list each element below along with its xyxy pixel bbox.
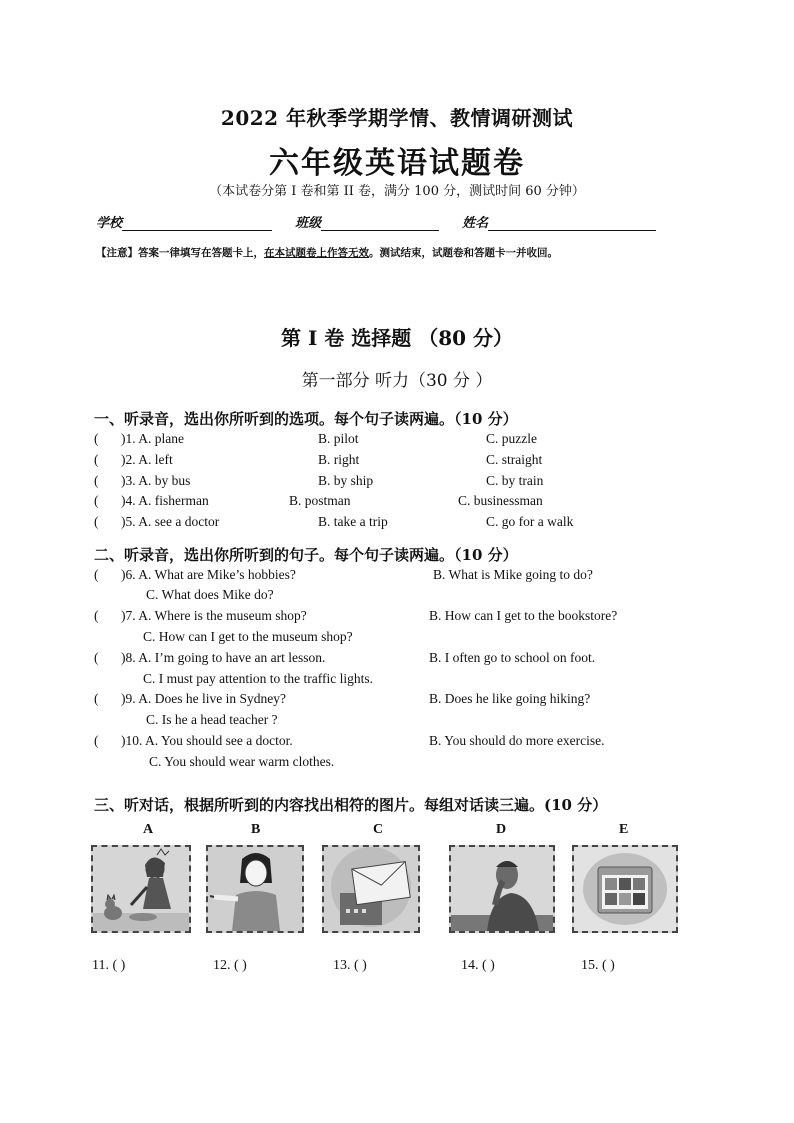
q8-b: B. I often go to school on foot.	[429, 650, 596, 665]
q3-c: C. by train	[486, 473, 544, 488]
exam-header: 2022 年秋季学期学情、教情调研测试	[220, 106, 574, 130]
paren: (	[94, 691, 99, 706]
q3-b: B. by ship	[318, 473, 374, 488]
q9-c: C. Is he a head teacher ?	[146, 712, 278, 727]
section3-title: 三、听对话，根据所听到的内容找出相符的图片。每组对话读三遍。(10 分）	[94, 796, 608, 814]
class-label: 班级	[295, 216, 322, 231]
school-label: 学校	[96, 216, 123, 231]
paren: (	[94, 452, 99, 467]
q8-a: )8. A. I’m going to have an art lesson.	[121, 650, 326, 665]
picture-a	[91, 845, 191, 933]
q7-a: )7. A. Where is the museum shop?	[121, 608, 307, 623]
picture-label-d: D	[496, 822, 507, 837]
envelope-mailbox-illustration	[324, 847, 418, 931]
answer-12[interactable]: 12. ( )	[213, 958, 247, 973]
q4-c: C. businessman	[458, 493, 543, 508]
name-blank[interactable]	[488, 216, 656, 231]
exam-note: （本试卷分第 I 卷和第 II 卷，满分 100 分，测试时间 60 分钟）	[209, 184, 585, 199]
q5-b: B. take a trip	[318, 514, 388, 529]
exam-title: 六年级英语试题卷	[269, 146, 525, 181]
name-label: 姓名	[462, 216, 489, 231]
q2-c: C. straight	[486, 452, 543, 467]
picture-e	[572, 845, 678, 933]
paren: (	[94, 473, 99, 488]
q1-b: B. pilot	[318, 431, 359, 446]
section1-title: 一、听录音，选出你所听到的选项。每个句子读两遍。（10 分）	[94, 410, 518, 428]
paren: (	[94, 650, 99, 665]
warning-prefix: 【注意】答案一律填写在答题卡上，	[96, 247, 264, 259]
q8-c: C. I must pay attention to the traffic lights.	[143, 671, 373, 686]
book-illustration	[574, 847, 676, 931]
q2-a: )2. A. left	[121, 452, 173, 467]
class-blank[interactable]	[321, 216, 439, 231]
section2-title: 二、听录音，选出你所听到的句子。每个句子读两遍。（10 分）	[94, 546, 518, 564]
q2-b: B. right	[318, 452, 360, 467]
warning-emphasis: 在本试题卷上作答无效	[264, 247, 369, 259]
part-title: 第 I 卷 选择题 （80 分）	[280, 326, 513, 350]
answer-15[interactable]: 15. ( )	[581, 958, 615, 973]
paren: (	[94, 493, 99, 508]
q7-b: B. How can I get to the bookstore?	[429, 608, 618, 623]
picture-label-b: B	[251, 822, 261, 837]
picture-d	[449, 845, 555, 933]
girl-cat-illustration	[93, 847, 189, 931]
q1-a: )1. A. plane	[121, 431, 184, 446]
man-coughing-illustration	[451, 847, 553, 931]
picture-c	[322, 845, 420, 933]
picture-label-e: E	[619, 822, 629, 837]
q10-c: C. You should wear warm clothes.	[149, 754, 335, 769]
school-blank[interactable]	[122, 216, 272, 231]
student-info-row	[96, 212, 656, 231]
answer-13[interactable]: 13. ( )	[333, 958, 367, 973]
q10-a: )10. A. You should see a doctor.	[121, 733, 293, 748]
answer-11[interactable]: 11. ( )	[92, 958, 126, 973]
q5-a: )5. A. see a doctor	[121, 514, 220, 529]
q10-b: B. You should do more exercise.	[429, 733, 605, 748]
q6-a: )6. A. What are Mike’s hobbies?	[121, 567, 296, 582]
picture-b	[206, 845, 304, 933]
q4-b: B. postman	[289, 493, 351, 508]
q9-b: B. Does he like going hiking?	[429, 691, 591, 706]
exam-warning	[96, 245, 558, 260]
paren: (	[94, 733, 99, 748]
q3-a: )3. A. by bus	[121, 473, 191, 488]
q4-a: )4. A. fisherman	[121, 493, 209, 508]
paren: (	[94, 514, 99, 529]
paren: (	[94, 431, 99, 446]
paren: (	[94, 608, 99, 623]
paren: (	[94, 567, 99, 582]
q7-c: C. How can I get to the museum shop?	[143, 629, 353, 644]
girl-pointing-illustration	[208, 847, 302, 931]
picture-label-a: A	[143, 822, 154, 837]
q6-c: C. What does Mike do?	[146, 587, 274, 602]
q9-a: )9. A. Does he live in Sydney?	[121, 691, 286, 706]
answer-14[interactable]: 14. ( )	[461, 958, 495, 973]
warning-suffix: 。测试结束，试题卷和答题卡一并收回。	[369, 247, 558, 259]
picture-label-c: C	[373, 822, 384, 837]
q5-c: C. go for a walk	[486, 514, 574, 529]
q1-c: C. puzzle	[486, 431, 537, 446]
q6-b: B. What is Mike going to do?	[433, 567, 593, 582]
listening-subtitle: 第一部分 听力（30 分 ）	[301, 371, 493, 391]
